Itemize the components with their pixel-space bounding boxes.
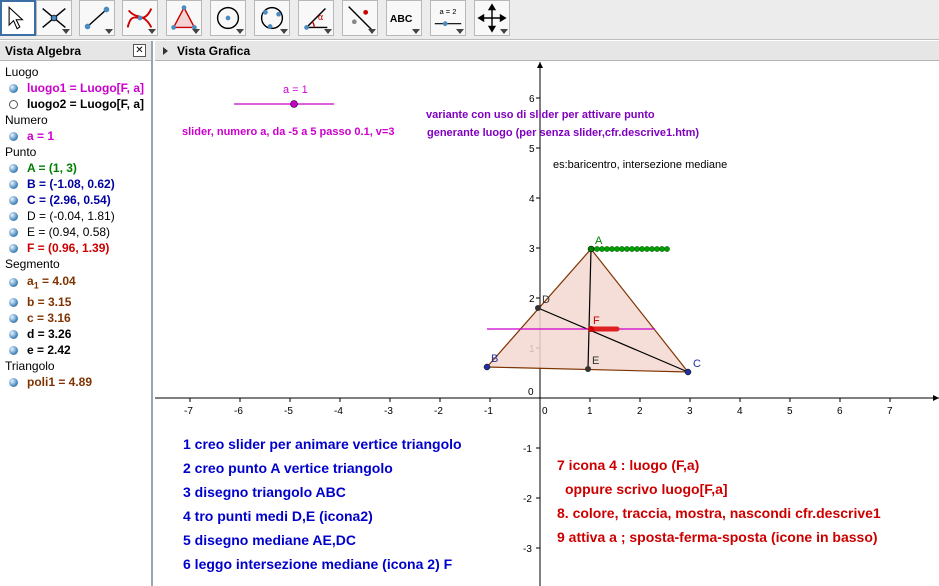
algebra-item-point-d[interactable] — [0, 208, 151, 224]
a-trace-point — [614, 246, 619, 251]
point-c[interactable] — [685, 369, 691, 375]
a-trace-point — [629, 246, 634, 251]
label-a: A — [595, 235, 603, 247]
y-tick-label: 6 — [529, 94, 535, 105]
a-trace-point — [659, 246, 664, 251]
visibility-toggle-icon[interactable] — [9, 278, 18, 287]
segment-a1-subscript: 1 — [33, 280, 39, 291]
label-e: E — [592, 355, 600, 367]
x-axis-arrow-icon — [933, 395, 939, 401]
algebra-item-point-b[interactable] — [0, 176, 151, 192]
a-trace-point — [599, 246, 604, 251]
slider-a-handle[interactable] — [291, 101, 298, 108]
a-trace-point — [664, 246, 669, 251]
variant-text-line1[interactable]: variante con uso di slider per attivare punto — [426, 109, 655, 121]
variant-text-line2[interactable]: generante luogo (per senza slider,cfr.descrive1.htm) — [427, 127, 700, 139]
algebra-item-segment-a1[interactable] — [0, 272, 151, 294]
algebra-item-segment-e[interactable] — [0, 342, 151, 358]
algebra-item-segment-b[interactable] — [0, 294, 151, 310]
category-segmento: Segmento — [5, 257, 60, 271]
example-text[interactable]: es:baricentro, intersezione mediane — [553, 159, 728, 171]
step-8: 8. colore, traccia, mostra, nascondi cfr.descrive1 — [557, 505, 881, 521]
algebra-item-point-f[interactable] — [0, 240, 151, 256]
step-3: 3 disegno triangolo ABC — [183, 484, 346, 500]
number-a-text: a = 1 — [27, 129, 55, 143]
label-b: B — [491, 353, 499, 365]
category-triangolo: Triangolo — [5, 359, 55, 373]
algebra-item-point-c[interactable] — [0, 192, 151, 208]
visibility-toggle-icon[interactable] — [9, 100, 18, 109]
a-trace-point — [619, 246, 624, 251]
y-axis-arrow-icon — [537, 62, 543, 68]
algebra-view-title: Vista Algebra — [5, 44, 82, 58]
step-2: 2 creo punto A vertice triangolo — [183, 460, 393, 476]
visibility-toggle-icon[interactable] — [9, 164, 18, 173]
x-tick-label: -6 — [234, 406, 243, 417]
a-trace-point — [654, 246, 659, 251]
algebra-view — [0, 41, 153, 586]
visibility-toggle-icon[interactable] — [9, 244, 18, 253]
visibility-toggle-icon[interactable] — [9, 330, 18, 339]
a-trace — [589, 246, 669, 251]
algebra-item-segment-d[interactable] — [0, 326, 151, 342]
x-tick-label: -3 — [384, 406, 393, 417]
x-tick-label: 4 — [737, 406, 743, 417]
visibility-toggle-icon[interactable] — [9, 228, 18, 237]
algebra-item-segment-c[interactable] — [0, 310, 151, 326]
label-d: D — [542, 294, 550, 306]
slider-description[interactable]: slider, numero a, da -5 a 5 passo 0.1, v=3 — [182, 126, 395, 138]
x-tick-label: -7 — [184, 406, 193, 417]
a-trace-point — [634, 246, 639, 251]
slider-a-label: a = 1 — [283, 84, 308, 96]
a-trace-point — [604, 246, 609, 251]
x-tick-label: 7 — [887, 406, 893, 417]
slider-tool-button[interactable] — [430, 0, 466, 36]
step-7b: oppure scrivo luogo[F,a] — [565, 481, 728, 497]
segment-d-text: d = 3.26 — [27, 327, 72, 341]
visibility-toggle-icon[interactable] — [9, 378, 18, 387]
algebra-item-point-a[interactable] — [0, 160, 151, 176]
visibility-toggle-icon[interactable] — [9, 314, 18, 323]
triangle-polygon[interactable] — [487, 249, 688, 372]
visibility-toggle-icon[interactable] — [9, 212, 18, 221]
segment-c-text: c = 3.16 — [27, 311, 71, 325]
label-f: F — [593, 315, 600, 327]
step-1: 1 creo slider per animare vertice triangolo — [183, 436, 462, 452]
step-6: 6 leggo intersezione mediane (icona 2) F — [183, 556, 453, 572]
segment-a1-text — [27, 274, 76, 291]
x-tick-label: 2 — [637, 406, 643, 417]
point-b-text: B = (-1.08, 0.62) — [27, 177, 115, 191]
category-numero: Numero — [5, 113, 48, 127]
segment-a1-name: a — [27, 274, 34, 288]
label-c: C — [693, 358, 701, 370]
graphics-view — [155, 41, 939, 586]
x-tick-label: -2 — [434, 406, 443, 417]
toolbar — [0, 0, 939, 40]
point-b[interactable] — [484, 364, 490, 370]
close-icon: ✕ — [135, 45, 144, 56]
x-tick-label: 5 — [787, 406, 793, 417]
angle-tool-button[interactable] — [298, 0, 334, 36]
poli1-text: poli1 = 4.89 — [27, 375, 93, 389]
segment-b-text: b = 3.15 — [27, 295, 72, 309]
algebra-item-luogo1[interactable] — [0, 80, 151, 96]
segment-tool-button[interactable] — [79, 0, 115, 36]
y-tick-label: -2 — [523, 494, 532, 505]
category-luogo: Luogo — [5, 65, 39, 79]
step-9: 9 attiva a ; sposta-ferma-sposta (icone in basso) — [557, 529, 878, 545]
a-trace-point — [624, 246, 629, 251]
step-4: 4 tro punti medi D,E (icona2) — [183, 508, 373, 524]
algebra-item-luogo2[interactable] — [0, 96, 151, 112]
x-tick-label: -1 — [484, 406, 493, 417]
reflect-tool-button[interactable] — [342, 0, 378, 36]
point-e[interactable] — [585, 366, 591, 372]
a-trace-point — [644, 246, 649, 251]
point-d[interactable] — [535, 305, 541, 311]
y-tick-label: 3 — [529, 244, 535, 255]
algebra-item-a[interactable] — [0, 128, 151, 144]
algebra-item-point-e[interactable] — [0, 224, 151, 240]
a-trace-point — [649, 246, 654, 251]
visibility-toggle-icon[interactable] — [9, 196, 18, 205]
segment-a1-value: = 4.04 — [38, 274, 76, 288]
x-tick-label: 1 — [587, 406, 593, 417]
graphics-view-title: Vista Grafica — [177, 44, 251, 58]
x-tick-label: -5 — [284, 406, 293, 417]
point-d-text: D = (-0.04, 1.81) — [27, 209, 115, 223]
graphics-canvas[interactable] — [155, 62, 939, 586]
collapse-arrow-icon[interactable] — [163, 47, 168, 55]
y-tick-label: 0 — [528, 387, 534, 398]
steps-blue-list[interactable] — [183, 432, 462, 576]
point-c-text: C = (2.96, 0.54) — [27, 193, 111, 207]
point-a[interactable] — [588, 246, 594, 252]
svg-text:ABC: ABC — [389, 13, 413, 25]
step-7: 7 icona 4 : luogo (F,a) — [557, 457, 700, 473]
move-tool-button[interactable] — [0, 0, 36, 36]
point-f-text: F = (0.96, 1.39) — [27, 241, 110, 255]
visibility-toggle-icon[interactable] — [9, 346, 18, 355]
step-5: 5 disegno mediane AE,DC — [183, 532, 356, 548]
conic-tool-button[interactable] — [254, 0, 290, 36]
locus-tool-button[interactable] — [122, 0, 158, 36]
y-tick-label: -3 — [523, 544, 532, 555]
x-tick-label: 0 — [542, 406, 548, 417]
move-view-tool-button[interactable] — [474, 0, 510, 36]
circle-tool-button[interactable] — [210, 0, 246, 36]
x-tick-label: 3 — [687, 406, 693, 417]
a-trace-point — [594, 246, 599, 251]
intersect-tool-button[interactable] — [36, 0, 72, 36]
close-algebra-view-button[interactable] — [133, 44, 146, 57]
y-tick-label: 2 — [529, 294, 535, 305]
luogo1-text: luogo1 = Luogo[F, a] — [27, 81, 144, 95]
a-trace-point — [609, 246, 614, 251]
x-tick-label: 6 — [837, 406, 843, 417]
x-tick-label: -4 — [334, 406, 343, 417]
steps-red-list[interactable] — [557, 453, 881, 549]
svg-text:α: α — [317, 12, 324, 23]
text-tool-button[interactable] — [386, 0, 422, 36]
y-tick-label: -1 — [523, 444, 532, 455]
graphics-view-header — [155, 41, 939, 61]
y-tick-label: 4 — [529, 194, 535, 205]
a-trace-point — [639, 246, 644, 251]
luogo2-text: luogo2 = Luogo[F, a] — [27, 97, 144, 111]
visibility-toggle-icon[interactable] — [9, 132, 18, 141]
point-e-text: E = (0.94, 0.58) — [27, 225, 111, 239]
cursor-arrow-icon — [2, 2, 34, 34]
algebra-item-poli1[interactable] — [0, 374, 151, 390]
category-punto: Punto — [5, 145, 37, 159]
visibility-toggle-icon[interactable] — [9, 298, 18, 307]
segment-e-text: e = 2.42 — [27, 343, 71, 357]
polygon-tool-button[interactable] — [166, 0, 202, 36]
x-axis-ticks — [184, 398, 893, 417]
visibility-toggle-icon[interactable] — [9, 180, 18, 189]
visibility-toggle-icon[interactable] — [9, 84, 18, 93]
y-tick-label: 5 — [529, 144, 535, 155]
algebra-view-header — [0, 41, 151, 61]
svg-text:a = 2: a = 2 — [439, 7, 457, 17]
point-a-text: A = (1, 3) — [27, 161, 77, 175]
